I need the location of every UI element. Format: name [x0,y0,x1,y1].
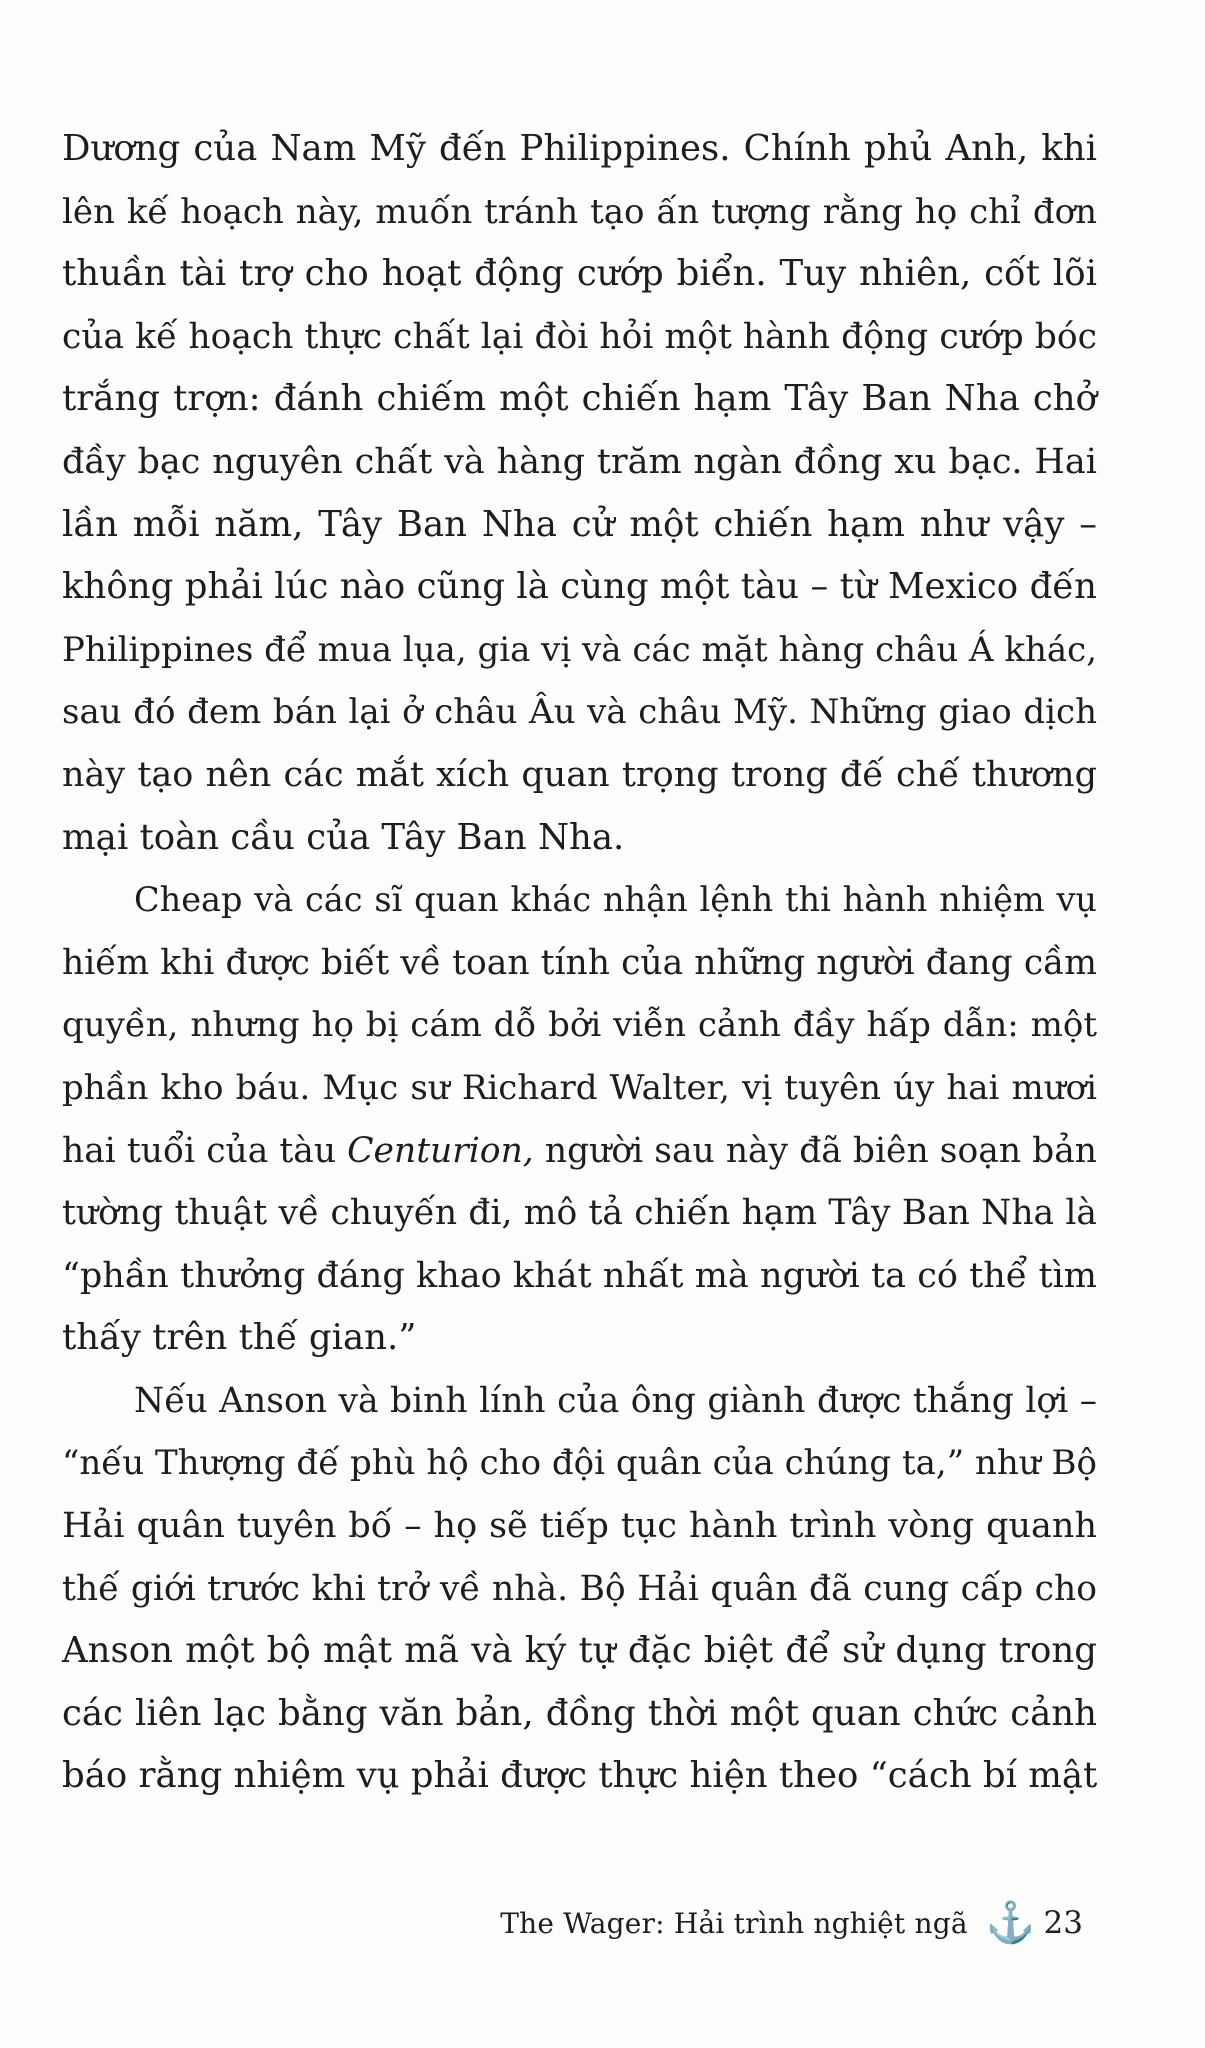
text-line: Philippines để mua lụa, gia vị và các mặt hàng châu Á khác, [62,629,1098,670]
text-line: Nếu Anson và binh lính của ông giành được thắng lợi – [134,1380,1097,1421]
text-line: thuần tài trợ cho hoạt động cướp biển. Tuy nhiên, cốt lõi [62,253,1097,295]
text-line: Hải quân tuyên bố – họ sẽ tiếp tục hành trình vòng quanh [62,1506,1097,1547]
paragraph [62,869,1097,1370]
text-segment: người sau này đã biên soạn bản [533,1130,1097,1171]
book-title: The Wager: Hải trình nghiệt ngã [500,1906,968,1940]
text-line: không phải lúc nào cũng là cùng một tàu – từ Mexico đến [62,566,1097,608]
text-line: Anson một bộ mật mã và ký tự đặc biệt để sử dụng trong [62,1630,1097,1672]
text-line: Cheap và các sĩ quan khác nhận lệnh thi hành nhiệm vụ [134,880,1097,920]
ship-name: Centurion, [347,1130,534,1171]
text-line: sau đó đem bán lại ở châu Âu và châu Mỹ. Những giao dịch [62,692,1097,733]
text-line: “nếu Thượng đế phù hộ cho đội quân của chúng ta,” như Bộ [62,1443,1097,1484]
text-line: thế giới trước khi trở về nhà. Bộ Hải quân đã cung cấp cho [62,1568,1097,1609]
paragraph [62,118,1097,869]
text-line: thấy trên thế gian.” [62,1317,417,1359]
text-line: mại toàn cầu của Tây Ban Nha. [62,816,625,858]
text-line: tường thuật về chuyến đi, mô tả chiến hạm Tây Ban Nha là [62,1193,1097,1234]
anchor-icon: ⚓ [985,1900,1036,1946]
running-footer [500,1898,1083,1948]
text-line: báo rằng nhiệm vụ phải được thực hiện theo “cách bí mật [62,1755,1098,1797]
text-line: đầy bạc nguyên chất và hàng trăm ngàn đồng xu bạc. Hai [62,441,1097,482]
paragraph [62,1370,1097,1808]
text-line: quyền, nhưng họ bị cám dỗ bởi viễn cảnh đầy hấp dẫn: một [62,1005,1097,1046]
text-line: “phần thưởng đáng khao khát nhất mà người ta có thể tìm [62,1255,1097,1296]
page-number: 23 [1043,1905,1083,1941]
body-text [62,118,1097,1808]
text-line: phần kho báu. Mục sư Richard Walter, vị tuyên úy hai mươi [62,1067,1097,1108]
text-line: của kế hoạch thực chất lại đòi hỏi một hành động cướp bóc [62,316,1097,357]
text-segment: hai tuổi của tàu [62,1130,348,1171]
text-line: hiếm khi được biết về toan tính của những người đang cầm [62,942,1097,983]
text-line: trắng trợn: đánh chiếm một chiến hạm Tây Ban Nha chở [62,378,1097,420]
text-line: các liên lạc bằng văn bản, đồng thời một quan chức cảnh [62,1692,1097,1734]
text-line: Dương của Nam Mỹ đến Philippines. Chính phủ Anh, khi [62,128,1097,169]
text-line: lên kế hoạch này, muốn tránh tạo ấn tượng rằng họ chỉ đơn [62,191,1097,232]
text-line: lần mỗi năm, Tây Ban Nha cử một chiến hạm như vậy – [62,503,1097,545]
text-line: này tạo nên các mắt xích quan trọng trong đế chế thương [62,754,1097,795]
text-line-with-ship-name [62,1120,1097,1183]
